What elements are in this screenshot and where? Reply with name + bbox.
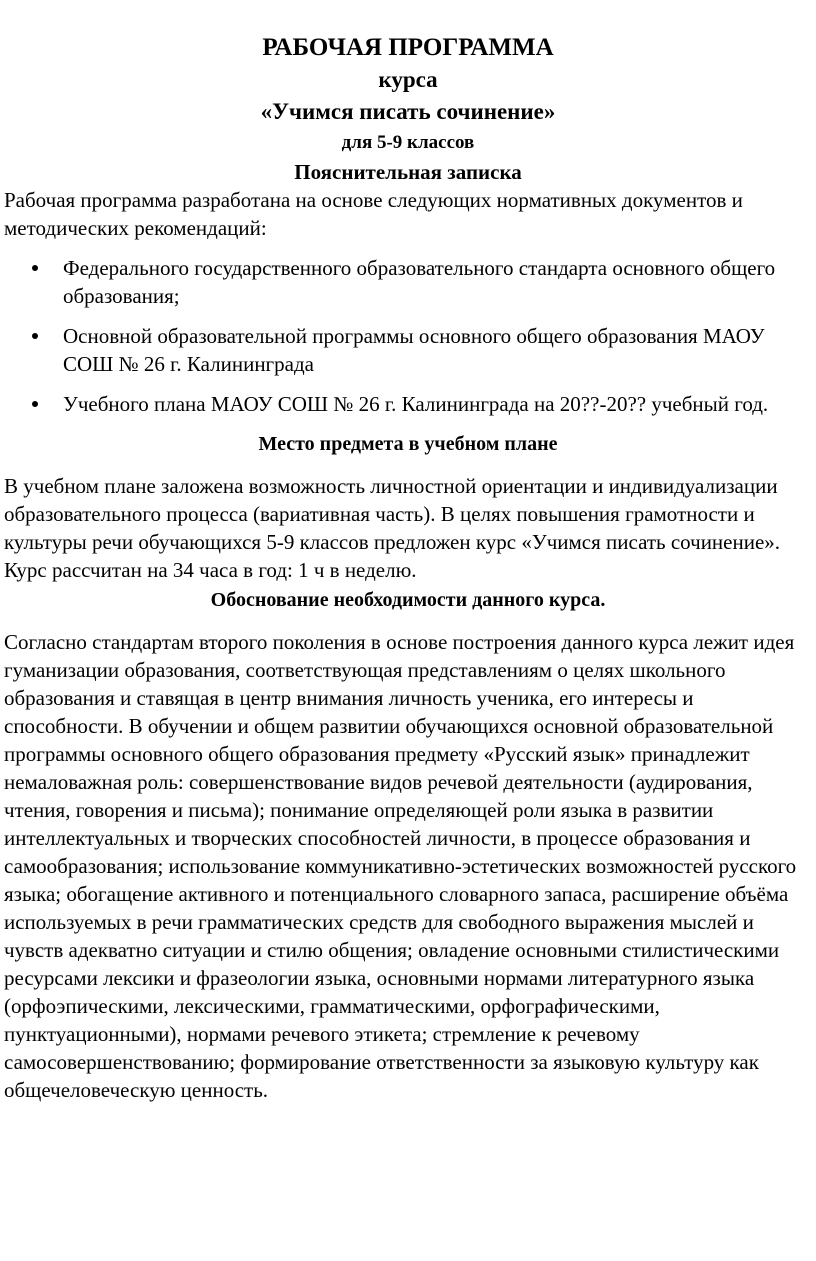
section-reason-paragraph: Согласно стандартам второго поколения в основе построения данного курса лежит идея гуманизации образования, соответствующая представлениям о целях школьного образования и ставящая в центр внимания личность ученика, его интересы и способности. В обучении и общем развитии обучающихся основной образовательной программы основного общего образования предмету «Русский язык» принадлежит немаловажная роль: совершенствование видов речевой деятельности (аудирования, чтения, говорения и письма); понимание определяющей роли языка в развитии интеллектуальных и творческих способностей личности, в процессе образования и самообразования; использование коммуникативно-эстетических возможностей русского языка; обогащение активного и потенциального словарного запаса, расширение объёма используемых в речи грамматических средств для свободного выражения мыслей и чувств адекватно ситуации и стилю общения; овладение основными стилистическими ресурсами лексики и фразеологии языка, основными нормами литературного языка (орфоэпическими, лексическими, грамматическими, орфографическими, пунктуационными), нормами речевого этикета; стремление к речевому самосовершенствованию; формирование ответственности за языковую культуру как общечеловеческую ценность. [4, 630, 797, 1102]
list-item-text: Учебного плана МАОУ СОШ № 26 г. Калининграда на 20??-20?? учебный год. [63, 392, 769, 416]
document-title: РАБОЧАЯ ПРОГРАММА [262, 34, 554, 61]
spacer [4, 458, 812, 472]
grades-line: для 5-9 классов [341, 132, 475, 153]
document-subtitle: курса [378, 67, 438, 92]
list-item-text: Федерального государственного образовательного стандарта основного общего образования; [63, 256, 776, 308]
bullet-icon [32, 265, 38, 271]
list-item [4, 254, 812, 310]
bullet-icon [32, 401, 38, 407]
course-name: «Учимся писать сочинение» [260, 99, 556, 124]
section-reason-heading: Обоснование необходимости данного курса. [210, 589, 606, 611]
section-place-paragraph: В учебном плане заложена возможность личностной ориентации и индивидуализации образовательного процесса (вариативная часть). В целях повышения грамотности и культуры речи обучающихся 5-9 классов предложен курс «Учимся писать сочинение». Курс рассчитан на 34 часа в год: 1 ч в неделю. [4, 474, 781, 582]
list-item-text: Основной образовательной программы основного общего образования МАОУ СОШ № 26 г. Калининграда [63, 324, 765, 376]
explanatory-note-heading: Пояснительная записка [294, 160, 522, 184]
list-item [4, 390, 812, 418]
bullet-icon [32, 333, 38, 339]
intro-paragraph: Рабочая программа разработана на основе следующих нормативных документов и методических рекомендаций: [4, 188, 743, 240]
documents-list [4, 254, 812, 418]
spacer [4, 614, 812, 628]
list-item [4, 322, 812, 378]
section-place-heading: Место предмета в учебном плане [258, 433, 558, 455]
